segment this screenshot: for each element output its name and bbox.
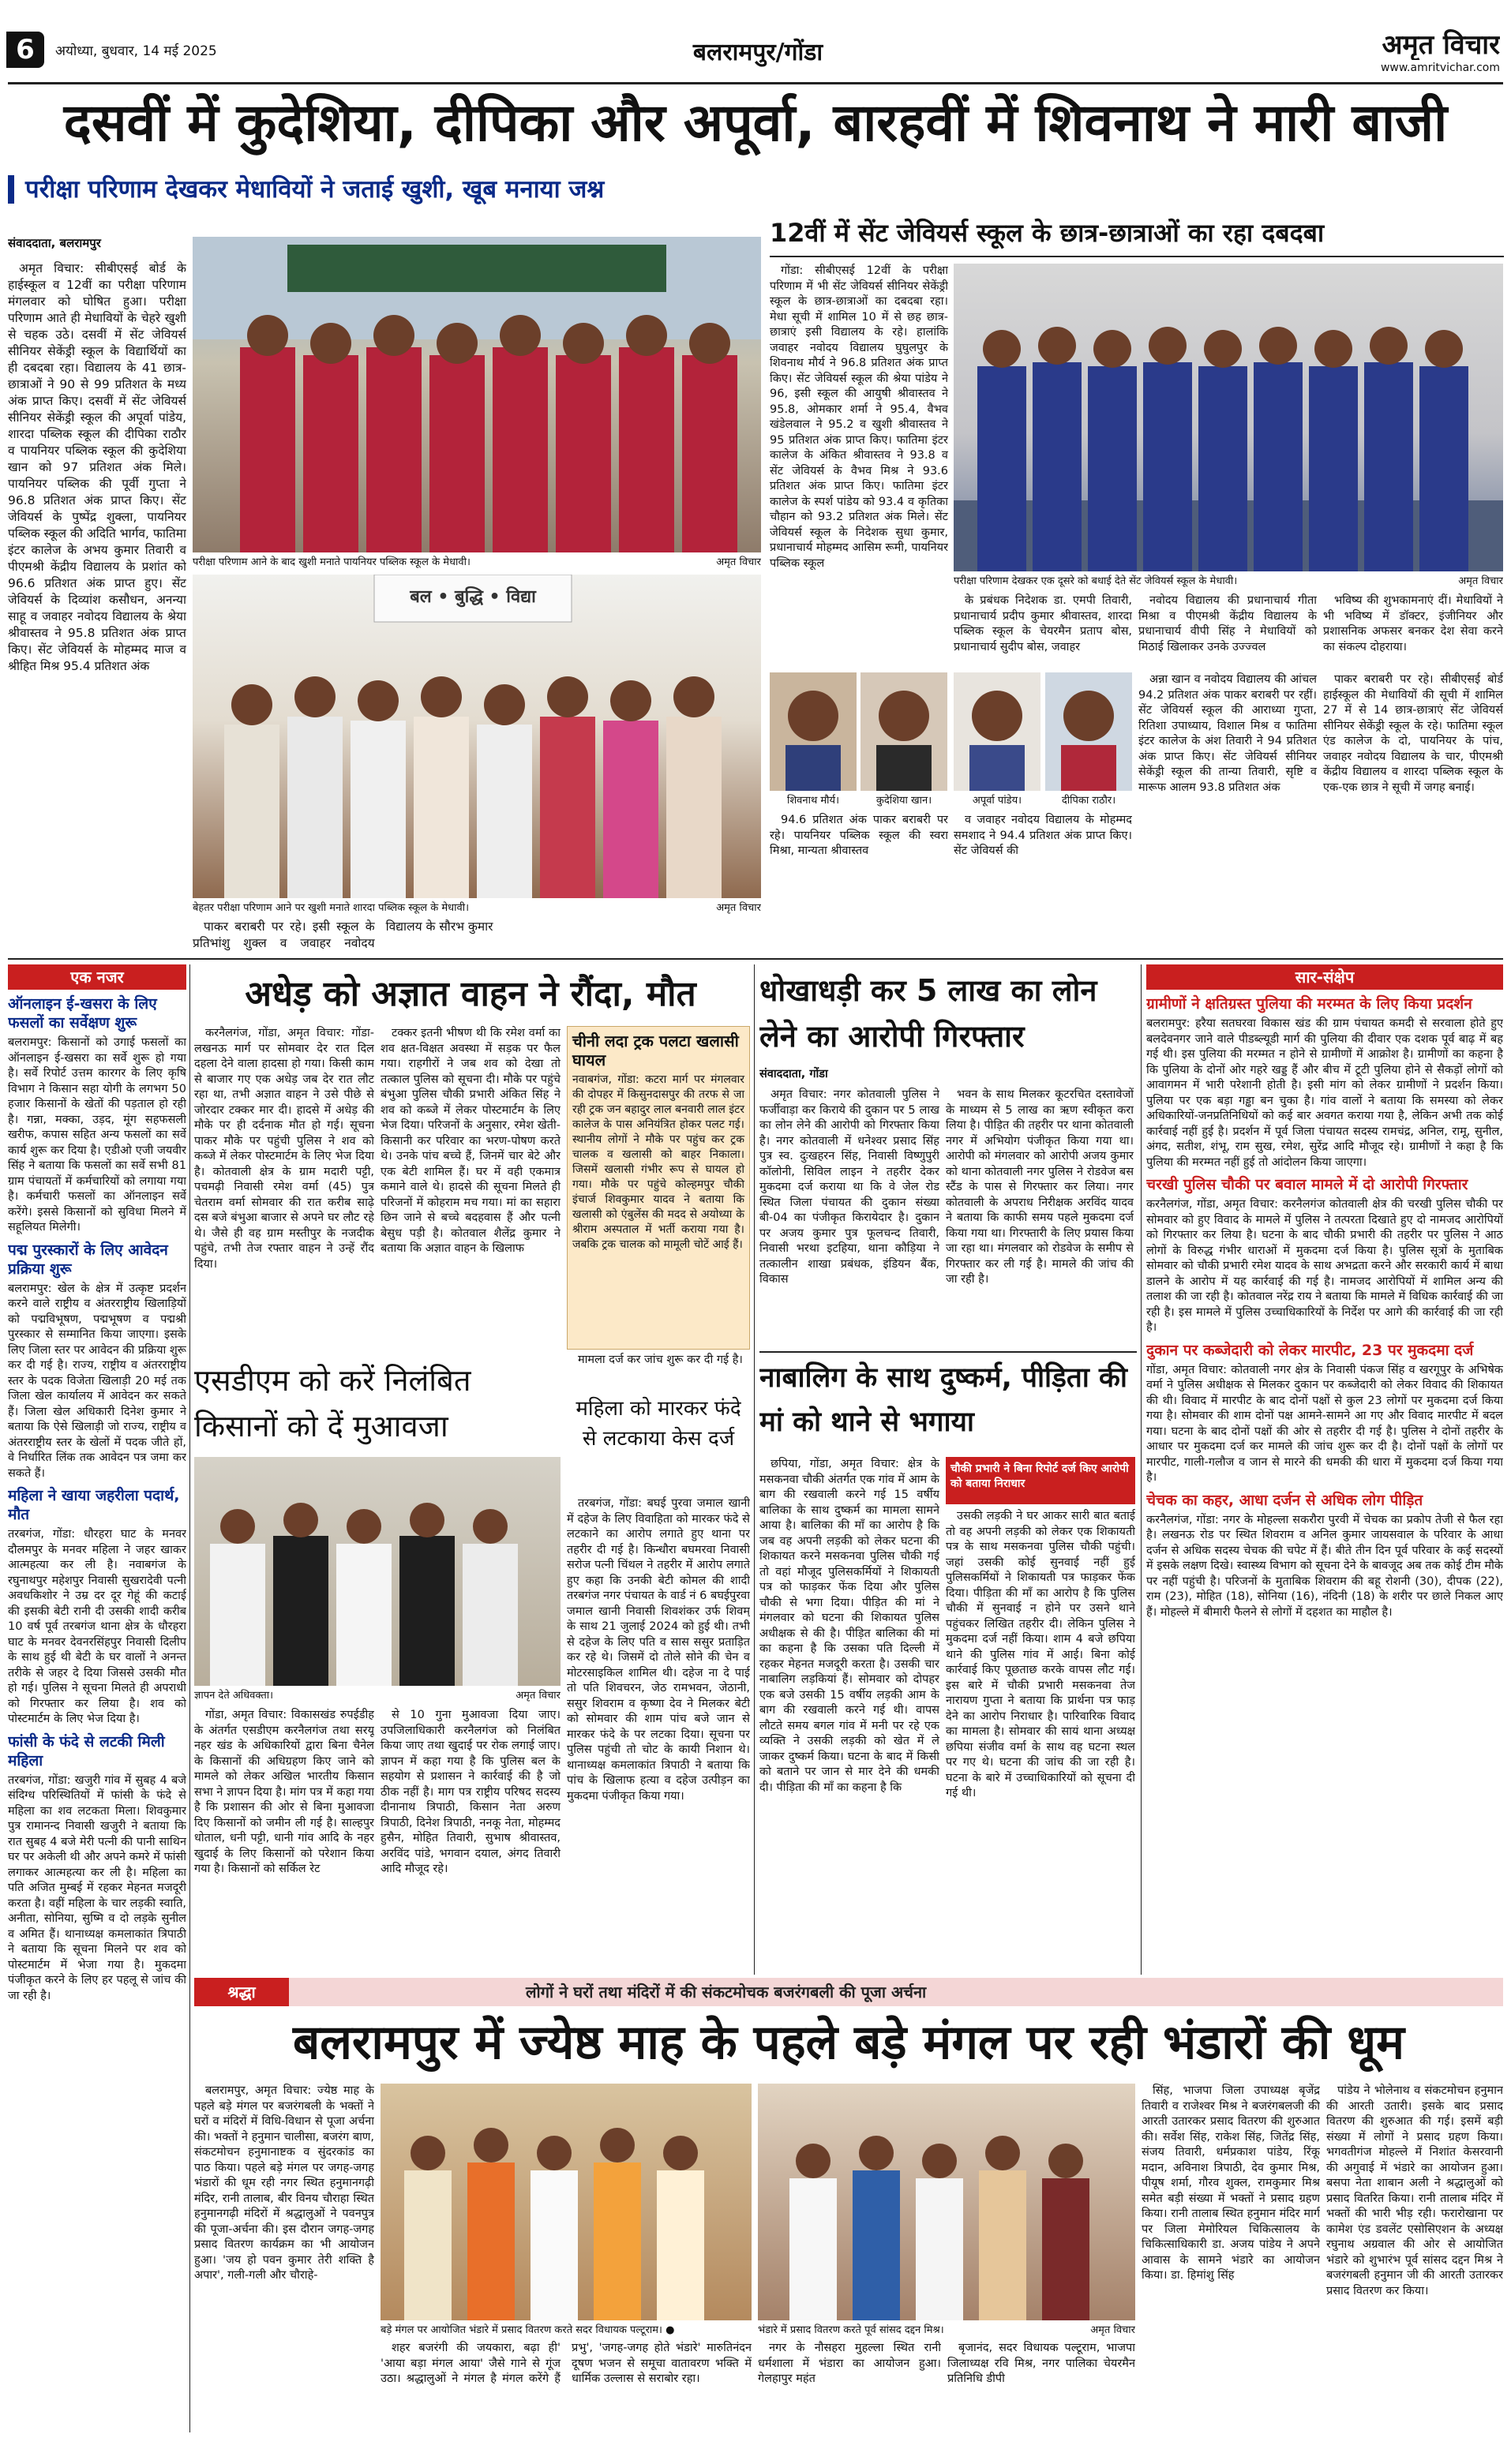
sidebar-item-body: बलरामपुर: किसानों को उगाई फसलों का ऑनलाइन ई-खसरा का सर्वे शुरू हो गया है। सर्वे रिपोर्ट उत्तम कारगर के लिए कृषि विभाग ने किसान सहा योगी के लगभग 50 हजार किसानों के खेतों की पड़ताल हो रही है। गन्ना, मक्का, उड़द, मूंग सहफसली खरीफ, कपास सहित अन्य फसलों का सर्वे कार्य शुरू कर दिया है। एडीओ एजी जयवीर सिंह ने बताया कि फसलों का सर्वे सभी 81 ग्राम पंचायतों में कर्मचारियों को लगाया गया है। कर्मचारी फसलों का ऑनलाइन सर्वे करेंगे। इससे किसानों को सुविधा मिलने में सहूलियत मिलेगी।	[8, 1036, 186, 1234]
mid-divider-1	[754, 964, 755, 1975]
brief-title: ग्रामीणों ने क्षतिग्रस्त पुलिया की मरम्मत के लिए किया प्रदर्शन	[1146, 995, 1472, 1013]
lead-photo1-caption: परीक्षा परिणाम आने के बाद खुशी मनाते पायनियर पब्लिक स्कूल के मेधावी।	[193, 554, 635, 570]
brief-body: करनैलगंज, गोंडा, अमृत विचार: करनैलगंज कोतवाली क्षेत्र की चरखी पुलिस चौकी पर सोमवार को हुए विवाद के मामले में पुलिस ने तत्परता दिखाते हुए दो नामजद आरोपियों को गिरफ्तार कर लिया है। घटना के बाद चौकी प्रभारी की तहरीर पर पुलिस ने आठ लोगों के विरुद्ध गंभीर धाराओं में मुकदमा दर्ज किया है। पुलिस सूत्रों के मुताबिक सोमवार को चौकी प्रभारी रमेश यादव के साथ अभद्रता करने और सरकारी कार्य में बाधा डालने के आरोप में यह कार्रवाई की गई है। नामजद आरोपियों में शामिल अन्य की तलाश की जा रही है। कोतवाल नरेंद्र राय ने बताया कि मामले में विधिक कार्रवाई की जा रही है। इस मामले में पुलिस उच्चाधिकारियों के निर्देश पर आगे की कार्रवाई की जा रही है।	[1146, 1198, 1503, 1334]
sidebar-item-title: महिला ने खाया जहरीला पदार्थ, मौत	[8, 1487, 180, 1523]
website-url: www.amritvichar.com	[1380, 62, 1500, 74]
xavier-row-col-2: नवोदय विद्यालय की प्रधानाचार्य गीता मिश्रा व पीएमश्री केंद्रीय विद्यालय के प्रधानाचार्य वीपी सिंह ने मेधावियों को मिठाई खिलाकर उनके उज्ज्वल	[1138, 594, 1317, 653]
adhed-column-2: टक्कर इतनी भीषण थी कि रमेश वर्मा का शव क्षत-विक्षत अवस्था में सड़क पर फैल गया। राहगीरों ने जब शव को देखा तो तत्काल पुलिस को सूचना दी। मौके पर पहुंचे बंभुआ पुलिस चौकी प्रभारी अंकित सिंह ने शव को कब्जे में लेकर पोस्टमार्टम के लिए भेज दिया। परिजनों के अनुसार, रमेश खेती-किसानी कर परिवार का भरण-पोषण करते थे। उनके पांच बच्चे हैं, जिनमें चार बेटे और एक बेटी शामिल हैं। घर में वही एकमात्र कमाने वाले थे। हादसे की सूचना मिलते ही परिजनों में कोहराम मच गया। मां का सहारा छिन जाने से बच्चे बदहवास हैं और पत्नी बेसुध पड़ी है। कोतवाल शैलेंद्र कुमार ने बताया कि अज्ञात वाहन के खिलाफ	[381, 1027, 561, 1255]
adhed-column-1: करनैलगंज, गोंडा, अमृत विचार: गोंडा-लखनऊ मार्ग पर सोमवार देर रात दिल दहला देने वाला हादसा हो गया। किसी काम से बाजार गए एक अधेड़ जब देर रात लौट रहा था, तभी अज्ञात वाहन ने उसे पीछे से जोरदार टक्कर मार दी। हादसे में अधेड़ की मौके पर ही दर्दनाक मौत हो गई। सूचना पाकर मौके पर पहुंची पुलिस ने शव को कब्जे में लेकर पोस्टमार्टम के लिए भेज दिया है। कोतवाली क्षेत्र के ग्राम मदारी पट्टी, पचमढ़ी निवासी रमेश वर्मा (45) पुत्र चेतराम वर्मा सोमवार की रात करीब साढ़े दस बजे बंभुआ बाजार से अपने घर लौट रहे थे। जैसे ही वह ग्राम मस्तीपुर के नजदीक पहुंचे, तभी तेज रफ्तार वाहन ने उन्हें रौंद दिया।	[194, 1027, 374, 1271]
dhokha-column-2: भवन के साथ मिलकर कूटरचित दस्तावेजों के माध्यम से 5 लाख का ऋण स्वीकृत करा लिया है। पीड़ित की तहरीर पर थाना कोतवाली नगर में अभियोग पंजीकृत किया गया था। आरोपी को मंगलवार को आरोपी अजय कुमार को थाना कोतवाली नगर पुलिस ने रोडवेज बस स्टैंड के पास से गिरफ्तार कर लिया। नगर कोतवाली के अपराध निरीक्षक अरविंद यादव ने बताया कि काफी समय पहले मुकदमा दर्ज किया गया था। गिरफ्तारी के लिए प्रयास किया जा रहा था। मंगलवार को रोडवेज के समीप से गिरफ्तार कर ली गई है। मामले की जांच की जा रही है।	[946, 1088, 1134, 1286]
left-sidebar	[8, 964, 186, 2464]
subhead-bar	[8, 175, 14, 204]
brief-title: दुकान पर कब्जेदारी को लेकर मारपीट, 23 पर मुकदमा दर्ज	[1146, 1341, 1474, 1359]
brief-title: चेचक का कहर, आधा दर्जन से अधिक लोग पीड़ित	[1146, 1491, 1423, 1509]
bottom-photo-bhandara-1	[381, 2084, 752, 2320]
sidebar-item-title: पद्म पुरस्कारों के लिए आवेदन प्रक्रिया शुरू	[8, 1241, 168, 1278]
left-sidebar-divider	[189, 964, 190, 2432]
adhed-tail: मामला दर्ज कर जांच शुरू कर दी गई है।	[578, 1354, 743, 1366]
dhokha-byline: संवाददाता, गोंडा	[759, 1068, 828, 1080]
sdm-headline: एसडीएम को करें निलंबित किसानों को दें मुआवजा	[194, 1363, 471, 1444]
xavier-low-col-1: 94.6 प्रतिशत अंक पाकर बराबरी पर रहे। पायनियर पब्लिक स्कूल की स्वरा मिश्रा, मान्यता श्रीवास्तव	[770, 814, 948, 857]
lead-byline: संवाददाता, बलरामपुर	[8, 236, 101, 250]
sidebar-item-title: ऑनलाइन ई-खसरा के लिए फसलों का सर्वेक्षण शुरू	[8, 995, 157, 1032]
sdm-photo-credit: अमृत विचार	[494, 1687, 561, 1703]
dhokha-column-1: अमृत विचार: नगर कोतवाली पुलिस ने फर्जीवाड़ा कर किराये की दुकान पर 5 लाख का लोन लेने की आरोपी को गिरफ्तार किया है। नगर कोतवाली में धनेश्वर प्रसाद सिंह पुत्र स्व. दुःखहरन सिंह, निवासी विष्णुपुरी कॉलोनी, सिविल लाइन ने तहरीर देकर मुकदमा दर्ज कराया था कि वे जेल रोड स्थित जिला पंचायत की दुकान संख्या बी-04 का पंजीकृत किरायेदार है। दुकान पर अजय कुमार पुत्र फूलचन्द तिवारी, निवासी भरथा इटहिया, थाना कौड़िया ने तत्कालीन शाखा प्रबंधक, इंडियन बैंक, विकास	[759, 1088, 939, 1286]
bottom-headline: बलरामपुर में ज्येष्ठ माह के पहले बड़े मंगल पर रही भंडारों की धूम	[292, 2015, 1405, 2070]
bottom-photo1-caption: बड़े मंगल पर आयोजित भंडारे में प्रसाद वितरण करते सदर विधायक पल्टूराम। ●	[381, 2322, 752, 2338]
sidebar-item-body: बलरामपुर: खेल के क्षेत्र में उत्कृष्ट प्रदर्शन करने वाले राष्ट्रीय व अंतरराष्ट्रीय खिलाड़ियों को पद्मविभूषण, पद्मभूषण व पद्मश्री पुरस्कार से सम्मानित किया जाएगा। इसके लिए जिला स्तर पर आवेदन की प्रक्रिया शुरू कर दी गई है। राज्य, राष्ट्रीय व अंतरराष्ट्रीय स्तर के पदक विजेता खिलाड़ी 20 मई तक जिला खेल कार्यालय में आवेदन कर सकते हैं। जिला खेल अधिकारी दिनेश कुमार ने बताया कि ऐसे खिलाड़ी जो राज्य, राष्ट्रीय व अंतरराष्ट्रीय स्तर के खेलों में पदक जीते हों, वे निर्धारित लिंक तक आवेदन पत्र जमा कर सकते हैं।	[8, 1282, 186, 1480]
banner-text: बल • बुद्धि • विद्या	[410, 587, 536, 607]
section-rule-1	[8, 958, 1503, 960]
nabalig-subbox: चौकी प्रभारी ने बिना रिपोर्ट दर्ज किए आरोपी को बताया निराधार	[946, 1457, 1135, 1504]
sidebar-item-body: तरबगंज, गोंडा: धौरहरा घाट के मनवर दौलमपुर के मनवर महिला ने जहर खाकर आत्महत्या कर ली है। नवाबगंज के रघुनाथपुर महेशपुर निवासी सुखरादेवी पत्नी अवधकिशोर ने उम्र दर दूर गेहूं की कटाई की इसकी बेटी रानी दी उसकी शादी करीब 10 वर्ष पूर्व तरबगंज थाना क्षेत्र के धौरहरा घाट के मनवर देवनरसिंहपुर निवासी दिलीप के साथ हुई थी बेटी के घर वालों ने अनन्त तरीके से जहर दे दिया जिससे उसकी मौत हो गई। पुलिस ने सूचना मिलते ही अपराधी को गिरफ्तार कर लिया है। शव को पोस्टमार्टम के लिए भेज दिया है।	[8, 1528, 186, 1725]
bottom-photo2-caption: भंडारे में प्रसाद वितरण करते पूर्व सांसद दद्दन मिश्र।	[758, 2322, 1058, 2338]
sdm-photo-caption: ज्ञापन देते अधिवक्ता।	[194, 1687, 431, 1703]
right-sidebar-header: सार-संक्षेप	[1146, 964, 1503, 990]
xavier-photo-students	[954, 264, 1503, 571]
bottom-kicker-note: लोगों ने घरों तथा मंदिरों में की संकटमोचक बजरंगबली की पूजा अर्चना	[526, 1983, 927, 2002]
lead-column-2-tail: पाकर बराबरी पर रहे। इसी स्कूल के प्रतिभांशु शुक्ल व जवाहर नवोदय विद्यालय के सौरभ कुमार	[193, 919, 493, 950]
truck-box	[567, 1026, 750, 1350]
bottom-column-2: शहर बजरंगी की जयकारा, बढ़ा ही' 'आया बड़ा मंगल आया' जैसे गाने से गूंज उठा। श्रद्धालुओं ने मंगल है मंगल करेंगे हैं प्रभु', 'जगह-जगह होते भंडारे' मारुतिनंदन दूषण भजन से समूचा वातावरण भक्ति में धार्मिक उल्लास से सराबोर रहा।	[381, 2342, 752, 2385]
nabalig-column-1: छपिया, गोंडा, अमृत विचार: क्षेत्र के मसकनवा चौकी अंतर्गत एक गांव में आम के बाग की रखवाली करने गई 15 वर्षीय बालिका के साथ दुष्कर्म का मामला सामने आया है। बालिका की माँ का आरोप है कि जब वह अपनी लड़की को लेकर घटना की शिकायत करने मसकनवा पुलिस चौकी गई तो वहां मौजूद पुलिसकर्मियों ने शिकायती पत्र को फाड़कर फेंक दिया और पुलिस चौकी से भगा दिया। पीड़ित की मां ने मंगलवार को घटना की शिकायत पुलिस अधीक्षक से की है। पीड़ित बालिका की मां का कहना है कि उसका पति दिल्ली में रहकर मेहनत मजदूरी करता है। उसकी चार नाबालिग लड़कियां हैं। सोमवार को दोपहर एक बजे उसकी 15 वर्षीय लड़की आम के बाग की रखवाली करने गई थी। वापस लौटते समय बगल गांव में मनी पर रहे एक व्यक्ति ने उसकी लड़की को खेत में ले जाकर दुष्कर्म किया। घटना के बाद में किसी को बताने पर जान से मार देने की धमकी दी। पीड़िता की माँ का कहना है कि	[759, 1458, 939, 1794]
truck-box-body: नवाबगंज, गोंडा: कटरा मार्ग पर मंगलवार की दोपहर में किसुनदासपुर की तरफ से जा रही ट्रक जन बहादुर लाल बनवारी लाल इंटर कालेज के पास अनियंत्रित होकर पलट गई। स्थानीय लोगों ने मौके पर पहुंच कर ट्रक चालक व खलासी को बाहर निकाला। जिसमें खलासी गंभीर रूप से घायल हो गया। मौके पर पहुंचे कोल्हमपुर चौकी इंचार्ज शिवकुमार यादव ने बताया कि खलासी को एंबुलेंस की मदद से अयोध्या के श्रीराम अस्पताल में भर्ती कराया गया है। जबकि ट्रक चालक को मामूली चोटें आई हैं।	[572, 1073, 744, 1251]
sidebar-item-body: तरबगंज, गोंडा: खजुरी गांव में सुबह 4 बजे संदिग्ध परिस्थितियों में फांसी के फंदे से महिला का शव लटकता मिला। शिवकुमार पुत्र रामानन्द निवासी खजुरी ने बताया कि रात सुबह 4 बजे मेरी पत्नी की पानी साथिन घर पर अकेली थी और अपने कमरे में फांसी लगाकर आत्महत्या कर ली है। महिला का पति अजित मुम्बई में रहकर मेहनत मजदूरी करता है। वहीं महिला के चार लड़की स्वाति, अनीता, सोनिया, सुष्मि व दो लड़के सुनील व अमित हैं। थानाध्यक्ष कमलाकांत त्रिपाठी ने बताया कि सूचना मिलने पर शव को पोस्टमार्टम में भेजा गया है। मुकदमा पंजीकृत करने के लिए हर पहलू से जांच की जा रही है।	[8, 1773, 186, 2002]
portrait-3	[954, 672, 1040, 791]
portrait-1-name: शिवनाथ मौर्य।	[770, 792, 857, 808]
bottom-kicker: श्रद्धा	[194, 1978, 289, 2006]
mahila-headline: महिला को मारकर फंदे से लटकाया केस दर्ज	[576, 1397, 741, 1451]
portrait-3-name: अपूर्वा पांडेय।	[954, 792, 1040, 808]
page-number: 6	[6, 32, 44, 68]
lead-headline: दसवीं में कुदेशिया, दीपिका और अपूर्वा, बारहवीं में शिवनाथ ने मारी बाजी	[63, 92, 1448, 153]
xavier-column-1: गोंडा: सीबीएसई 12वीं के परीक्षा परिणाम में भी सेंट जेवियर्स सीनियर सेकेंड्री स्कूल के छात्र-छात्राओं का दबदबा रहा। मेधा सूची में शामिल 10 में से छह छात्र-छात्राएं इसी विद्यालय के रहे। हालांकि जवाहर नवोदय विद्यालय घुघुलपुर के शिवनाथ मौर्य ने 96.8 प्रतिशत अंक प्राप्त किए। सेंट जेवियर्स स्कूल की श्रेया पांडेय ने 96, इसी स्कूल की आयुषी श्रीवास्तव ने 95.8, ओमकार शर्मा ने 95.4, वैभव खंडेलवाल ने 95.2 व खुशी श्रीवास्तव ने 95 प्रतिशत अंक प्राप्त किए। फातिमा इंटर कालेज के अंकित श्रीवास्तव ने 93.8 व सेंट जेवियर्स के वैभव मिश्र ने 93.6 प्रतिशत अंक प्राप्त किए। फातिमा इंटर कालेज के स्पर्श पांडेय को 93.4 व कृतिका चौहान को 93.2 प्रतिशत अंक मिले। सेंट जेवियर्स स्कूल के निदेशक सुधा कुमार, प्रधानाचार्य मोहम्मद आसिम रूमी, पायनियर पब्लिक स्कूल	[770, 264, 948, 570]
sidebar-item-title: फांसी के फंदे से लटकी मिली महिला	[8, 1732, 165, 1769]
brief-title: चरखी पुलिस चौकी पर बवाल मामले में दो आरोपी गिरफ्तार	[1146, 1176, 1468, 1193]
sdm-column-1: गोंडा, अमृत विचार: विकासखंड रुपईडीह के अंतर्गत एसडीएम करनैलगंज तथा सरयू नहर खंड के अधिकारियों द्वारा बिना चैनेल के किसानों की अधिग्रहण किए जाने को मामले को लेकर अखिल भारतीय किसान सभा ने ज्ञापन दिया है। मांग पत्र में कहा गया है कि प्रशासन की ओर से बिना मुआवजा दिए किसानों को जमीन ली गई है। साल्हपुर धोताल, धनी पट्टी, धानी गांव आदि के नहर खुदाई के लिए किसानों को परेशान किया गया है। किसानों को सर्किल रेट	[194, 1709, 374, 1875]
portrait-4-name: दीपिका राठौर।	[1045, 792, 1132, 808]
dhokha-headline: धोखाधड़ी कर 5 लाख का लोन लेने का आरोपी गिरफ्तार	[759, 973, 1097, 1054]
brand-logo: अमृत विचार	[1382, 29, 1500, 60]
portrait-2-name: कुदेशिया खान।	[860, 792, 947, 808]
bottom-kicker-bar	[194, 1978, 1503, 2006]
right-sidebar	[1146, 964, 1503, 1975]
brief-body: बलरामपुर: हरैया सतघरवा विकास खंड की ग्राम पंचायत कमदी से सरवाला होते हुए बलदेवनगर जाने वाले पीडब्ल्यूडी मार्ग की पुलिया की दीवार एक दशक पूर्व बाढ़ में बह गई थी। इस पुलिया की मरम्मत न होने से ग्रामीणों में आक्रोश है। ग्रामीणों का कहना है कि पुलिया के दोनों ओर गहरे खड्ड हैं और बीच में टूटी पुलिया होने से सैकड़ों लोगों को आवागमन में भारी परेशानी होती है। इसी मांग को लेकर ग्रामीणों ने प्रदर्शन किया। पुलिया पर एक बड़ा गड्ढा बन चुका है। गांव वालों ने बताया कि समस्या को लेकर अधिकारियों-जनप्रतिनिधियों को कई बार अवगत कराया गया है, लेकिन अभी तक कोई कार्रवाई नहीं हुई है। प्रदर्शन में पूर्व जिला पंचायत सदस्य रामचंद्र, अनिल, रामू, सुनील, अंगद, सतीश, शंभू, राम सुख, रमेश, सुरेंद्र आदि मौजूद रहे। ग्रामीणों ने कहा है कि पुलिया की मरम्मत नहीं हुई तो आंदोलन किया जाएगा।	[1146, 1017, 1503, 1169]
truck-box-title: चीनी लदा ट्रक पलटा खलासी घायल	[572, 1032, 739, 1069]
sharda-figures	[224, 676, 722, 898]
left-sidebar-header: एक नजर	[8, 964, 186, 990]
xavier-headline: 12वीं में सेंट जेवियर्स स्कूल के छात्र-छात्राओं का रहा दबदबा	[770, 218, 1325, 248]
masthead-rule	[8, 82, 1503, 84]
nabalig-headline: नाबालिग के साथ दुष्कर्म, पीड़िता की मां को थाने से भगाया	[759, 1362, 1127, 1438]
xavier-low-col-2: व जवाहर नवोदय विद्यालय के मोहम्मद समशाद ने 94.4 प्रतिशत अंक प्राप्त किए। सेंट जेवियर्स की	[954, 814, 1132, 857]
xavier-figures	[977, 327, 1468, 571]
lead-photo2-credit: अमृत विचार	[695, 900, 761, 916]
xavier-row-col-3: भविष्य की शुभकामनाएं दीं। मेधावियों ने भी भविष्य में डॉक्टर, इंजीनियर और प्रशासनिक अफसर बनकर देश सेवा करने का संकल्प दोहराया।	[1323, 594, 1503, 653]
student-figures	[240, 315, 737, 552]
xavier-row-col-1: के प्रबंधक निदेशक डा. एमपी तिवारी, प्रधानाचार्य प्रदीप कुमार श्रीवास्तव, शारदा पब्लिक स्कूल के चेयरमैन प्रताप बोस, प्रधानाचार्य सुदीप बोस, जवाहर	[954, 594, 1132, 653]
bottom-column-3: नगर के नौसहरा मुहल्ला स्थित रानी धर्मशाला में भंडारा का आयोजन हुआ। गेलहापुर महंत	[758, 2342, 941, 2385]
brief-body: गोंडा, अमृत विचार: कोतवाली नगर क्षेत्र के निवासी पंकज सिंह व खरगूपुर के अभिषेक वर्मा ने पुलिस अधीक्षक से मिलकर दुकान पर कब्जेदारी को लेकर विवाद की शिकायत की थी। विवाद में मारपीट के बाद दोनों पक्षों से कुल 23 लोगों पर मुकदमा दर्ज किया गया है। सोमवार की शाम दोनों पक्ष आमने-सामने आ गए और विवाद मारपीट में बदल गया। घटना के बाद दोनों पक्षों की ओर से तहरीर दी गई है। पुलिस ने दोनों तहरीर के आधार पर मुकदमा दर्ज कर मामले की जांच शुरू कर दी है। दोनों पक्षों के लोगों पर मारपीट, गाली-गलौज व जान से मारने की धमकी की धारा में मुकदमा दर्ज किया गया है।	[1146, 1363, 1503, 1484]
portrait-4	[1045, 672, 1132, 791]
lead-photo-pioneer-students	[193, 237, 761, 552]
section-title: बलरामपुर/गोंडा	[692, 39, 823, 66]
portrait-1	[770, 672, 857, 791]
nabalig-column-2: उसकी लड़की ने घर आकर सारी बात बताई तो वह अपनी लड़की को लेकर एक शिकायती पत्र के साथ मसकनवा पुलिस चौकी पहुंची। जहां उसकी कोई सुनवाई नहीं हुई पुलिसकर्मियों ने शिकायती पत्र फाड़कर फेंक दिया। पीड़िता की माँ का आरोप है कि पुलिस चौकी में सुनवाई न होने पर उसने थाने पहुंचकर लिखित तहरीर दी। लेकिन पुलिस ने मुकदमा दर्ज नहीं किया। शाम 4 बजे छपिया थाने की पुलिस गांव में आई। बिना कोई कार्रवाई किए पूछताछ करके वापस लौट गई। इस बारे में चौकी प्रभारी मसकनवा तेज नारायण गुप्ता ने बताया कि प्रार्थना पत्र फाड़ देने का आरोप निराधार है। पारिवारिक विवाद का मामला है। सोमवार की सायं थाना अध्यक्ष छपिया संजीव वर्मा के साथ वह घटना स्थल पर गए थे। घटना की जांच की जा रही है। घटना के बारे में उच्चाधिकारियों को सूचना दी गई थी।	[946, 1510, 1135, 1799]
sdm-column-2: से 10 गुना मुआवजा दिया जाए। उपजिलाधिकारी करनैलगंज को निलंबित किया जाए तथा खुदाई पर रोक लगाई जाए। ज्ञापन में कहा गया है कि पुलिस बल के सहयोग से प्रशासन ने कार्रवाई की है जो ठीक नहीं है। माग पत्र राष्ट्रीय परिषद सदस्य दीनानाथ त्रिपाठी, किसान नेता अरुण त्रिपाठी, दिनेश त्रिपाठी, ननकू नेता, मोहम्मद हुसैन, मोहित तिवारी, सुभाष श्रीवास्तव, अरविंद पांडे, भगवान दयाल, अंगद तिवारी आदि मौजूद रहे।	[381, 1709, 561, 1875]
xavier-rule	[770, 256, 1504, 257]
portrait-2	[860, 672, 947, 791]
lead-photo2-caption: बेहतर परीक्षा परिणाम आने पर खुशी मनाते शारदा पब्लिक स्कूल के मेधावी।	[193, 900, 635, 916]
nabalig-rule	[759, 1351, 1137, 1353]
brief-body: करनैलगंज, गोंडा: नगर के मोहल्ला सकरौरा पुरवी में चेचक का प्रकोप तेजी से फैल रहा है। लखनऊ रोड पर स्थित शिवराम व अनिल कुमार जायसवाल के परिवार के आधा दर्जन से अधिक सदस्य चेचक की चपेट में हैं। बीते तीन दिन पूर्व परिवार के कई सदस्यों में इसके लक्षण दिखे। स्वास्थ्य विभाग को सूचना देने के बावजूद अब तक कोई टीम मौके पर नहीं पहुंची है। परिजनों के मुताबिक शिवराम की बहू रोशनी (30), दीपक (22), राम (23), मोहित (18), सोनिया (16), नंदिनी (18) के शरीर पर छाले निकल आए हैं। मोहल्ले में बीमारी फैलने से लोगों में दहशत का माहौल है।	[1146, 1513, 1503, 1619]
bottom-column-5: सिंह, भाजपा जिला उपाध्यक्ष बृजेंद्र तिवारी व राजेश्वर मिश्र ने बजरंगबलजी की आरती उतारकर प्रसाद वितरण की शुरुआत की। सर्वेश सिंह, राकेश सिंह, जितेंद्र सिंह, संजय तिवारी, धर्मप्रकाश पांडेय, रिंकू मदान, अविनाश त्रिपाठी, देव कुमार मिश्र, पीयूष शर्मा, गौरव शुक्ल, रामकुमार मिश्र समेत बड़ी संख्या में भक्तों ने प्रसाद ग्रहण किया। रानी तालाब स्थित हनुमान मंदिर मार्ग पर जिला मेमोरियल चिकित्सालय के चिकित्साधिकारी डा. अजय पांडेय ने अपने आवास के सामने भंडारे का आयोजन किया। डा. हिमांशु सिंह	[1142, 2084, 1320, 2282]
bottom-column-4: बृजानंद, सदर विधायक पल्टूराम, भाजपा जिलाध्यक्ष रवि मिश्र, नगर पालिका चेयरमैन प्रतिनिधि डीपी	[947, 2342, 1135, 2385]
mid-divider-2	[1141, 964, 1142, 1975]
adhed-headline: अधेड़ को अज्ञात वाहन ने रौंदा, मौत	[245, 974, 696, 1014]
mahila-column-1: तरबगंज, गोंडा: बघई पुरवा जमाल खानी में दहेज के लिए विवाहिता को मारकर फंदे से लटकाने का आरोप लगाते हुए थाना पर तहरीर दी गई है। किन्धौरा बघमरवा निवासी सरोज पत्नी चिंथल ने तहरीर में आरोप लगाते हुए कहा कि उनकी बेटी कोमल की शादी तरबगंज नगर पंचायत के वार्ड नं 6 बघईपुरवा जमाल खानी निवासी शिवशंकर उर्फ शिवम् के साथ 21 जुलाई 2024 को हुई थी। तभी से दहेज के लिए पति व सास ससुर प्रताड़ित कर रहे थे। जिसमें दो तोले सोने की चेन व मोटरसाइकिल शामिल थी। दहेज ना दे पाई तो पति शिवचरन, जेठ रामभवन, जेठानी, ससुर शिवराम व कृष्णा देव ने मिलकर बेटी को सोमवार की शाम पांच बजे जान से मारकर फंदे के पर लटका दिया। सूचना पर पुलिस पहुंची तो चोट के कायी निशान थे। थानाध्यक्ष कमलाकांत त्रिपाठी ने बताया कि पांच के खिलाफ हत्या व दहेज उत्पीड़न का मुकदमा पंजीकृत किया गया।	[567, 1497, 750, 1803]
sdm-photo-memorandum	[194, 1457, 561, 1686]
bottom-photo2-credit: अमृत विचार	[1069, 2322, 1135, 2338]
bottom-column-6: पांडेय ने भोलेनाथ व संकटमोचन हनुमान की आरती उतारी। इसके बाद प्रसाद वितरण की शुरुआत की गई। इसमें बड़ी संख्या में लोगों ने प्रसाद ग्रहण किया। भगवतीगंज मोहल्ले में निशांत केसरवानी की अगुवाई में भंडारे का आयोजन हुआ। बसपा नेता शाबान अली ने श्रद्धालुओं को प्रसाद वितरित किया। रानी तालाब मंदिर में भक्तों की भारी भीड़ रही। फरारोखाना पर कामेश एंड डवलेंट एसोसिएशन के अध्यक्ष रघुनाथ अग्रवाल की ओर से आयोजित भंडारे को शुभारंभ पूर्व सांसद दद्दन मिश्र ने बजरंगबली हनुमान जी की आरती उतारकर प्रसाद वितरण कर किया।	[1326, 2084, 1503, 2297]
dateline: अयोध्या, बुधवार, 14 मई 2025	[55, 43, 217, 59]
xavier-right-col-1: अन्ना खान व नवोदय विद्यालय की आंचल 94.2 प्रतिशत अंक पाकर बराबरी पर रहीं। सेंट जेवियर्स स्कूल की आराध्या गुप्ता, रितिशा उपाध्याय, विशाल मिश्र व फातिमा इंटर कालेज के अंश तिवारी ने 94 प्रतिशत अंक प्राप्त किए। सेंट जेवियर्स सीनियर सेकेंड्री स्कूल की तान्या तिवारी, सृष्टि व मारूफ आलम 93.8 प्रतिशत अंक	[1138, 673, 1317, 794]
bottom-photo-bhandara-2	[758, 2084, 1135, 2320]
lead-photo-sharda-students	[193, 575, 761, 898]
xavier-photo-caption: परीक्षा परिणाम देखकर एक दूसरे को बधाई देते सेंट जेवियर्स स्कूल के मेधावी।	[954, 573, 1396, 589]
advocate-figures	[210, 1503, 518, 1686]
bhandara-figures-2	[789, 2136, 1089, 2320]
lead-subhead: परीक्षा परिणाम देखकर मेधावियों ने जताई खुशी, खूब मनाया जश्न	[8, 170, 766, 210]
lead-photo1-credit: अमृत विचार	[695, 554, 761, 570]
lead-column-1: अमृत विचार: सीबीएसई बोर्ड के हाईस्कूल व 12वीं का परीक्षा परिणाम मंगलवार को घोषित हुआ। परीक्षा परिणाम आते ही मेधावियों के चेहरे खुशी से चहक उठे। दसवीं में सेंट जेवियर्स सीनियर सेकेंड्री स्कूल के विद्यार्थियों का ही दबदबा रहा। विद्यालय के 41 छात्र-छात्राओं ने 90 से 99 प्रतिशत के मध्य अंक प्राप्त किए। दसवीं में सेंट जेवियर्स सीनियर सेकेंड्री स्कूल की अपूर्वा पांडेय, शारदा पब्लिक स्कूल की दीपिका राठौर व पायनियर पब्लिक स्कूल की कुदेशिया खान को 97 प्रतिशत अंक मिले। पायनियर पब्लिक की पूर्वी गुप्ता ने 96.8 प्रतिशत अंक प्राप्त किए। सेंट जेवियर्स के पुष्पेंद्र शुक्ला, पायनियर पब्लिक स्कूल की अदिति भार्गव, फातिमा इंटर कालेज के अभय कुमार तिवारी व पीएमश्री केंद्रीय विद्यालय के प्रशांत को 96.6 प्रतिशत अंक प्राप्त हुए। सेंट जेवियर्स के दिव्यांश कसौधन, अनन्या साहू व जवाहर नवोदय विद्यालय के श्रेया श्रीवास्तव ने 95.8 प्रतिशत अंक प्राप्त किए। सेंट जेवियर्स के मोहम्मद माज व श्रीहित मिश्र 95.4 प्रतिशत अंक	[8, 261, 186, 673]
xavier-photo-credit: अमृत विचार	[1437, 573, 1503, 589]
xavier-right-col-2: पाकर बराबरी पर रहे। सीबीएसई बोर्ड हाईस्कूल की मेधावियों की सूची में शामिल 27 में से 14 छात्र-छात्राएं सेंट जेवियर्स सीनियर सेकेंड्री स्कूल के रहे। फातिमा स्कूल एंड कालेज के दो, पायनियर के पांच, जवाहर नवोदय विद्यालय के चार, पीएमश्री केंद्रीय विद्यालय व शारदा पब्लिक स्कूल के एक-एक छात्र ने सूची में जगह बनाई।	[1323, 673, 1503, 794]
bottom-column-1: बलरामपुर, अमृत विचार: ज्येष्ठ माह के पहले बड़े मंगल पर बजरंगबली के भक्तों ने घरों व मंदिरों में विधि-विधान से पूजा अर्चना की। भक्तों ने हनुमान चालीसा, बजरंग बाण, संकटमोचन हनुमानाष्टक व सुंदरकांड का पाठ किया। पहले बड़े मंगल पर जगह-जगह भंडारों की धूम रही नगर स्थित हनुमानगढ़ी मंदिर, रानी तालाब, बीर विनय चौराहा स्थित हनुमानगढ़ी मंदिरों में श्रद्धालुओं ने पवनपुत्र की पूजा-अर्चना की। इस दौरान जगह-जगह प्रसाद वितरण कार्यक्रम का भी आयोजन हुआ। 'जय हो पवन कुमार तेरी शक्ति है अपार', गली-गली और चौराहे-	[194, 2084, 374, 2282]
bhandara-figures-1	[404, 2128, 704, 2320]
